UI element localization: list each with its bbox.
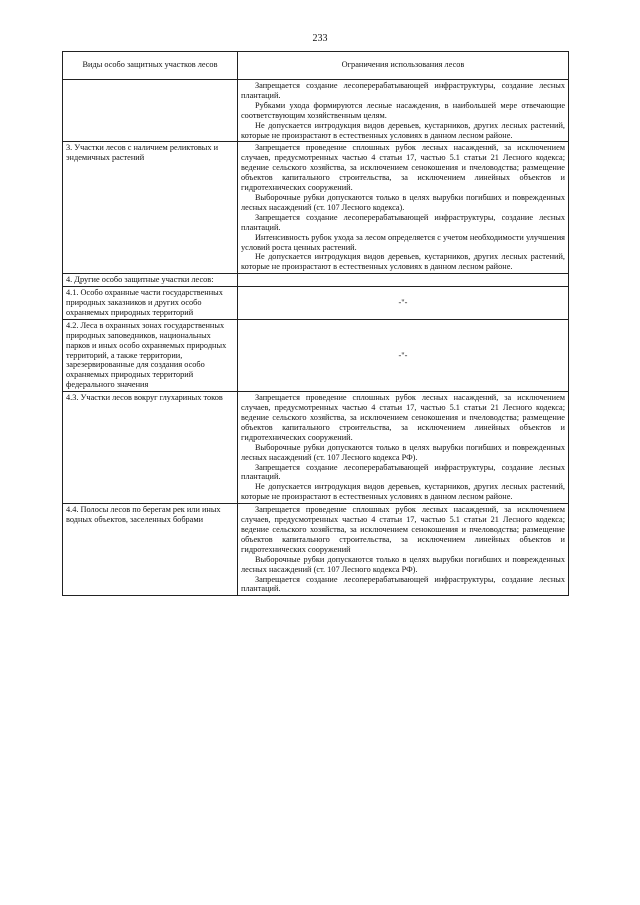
ditto-cell: -"- [238, 287, 569, 320]
ditto-cell: -"- [238, 319, 569, 391]
category-cell: 4.2. Леса в охранных зонах государственных природных заповедников, национальных парков и иных особо охраняемых природных территорий, а также территории, зарезервированные для создания особо охраняемых природных территорий федерального значения [63, 319, 238, 391]
category-cell [63, 80, 238, 142]
restrictions-cell [238, 80, 569, 142]
restrictions-cell [238, 392, 569, 504]
restriction-paragraph: Запрещается создание лесоперерабатывающей инфраструктуры, создание лесных плантаций. [241, 462, 565, 482]
restriction-paragraph: Не допускается интродукция видов деревьев, кустарников, других лесных растений, которые не произрастают в естественных условиях в данном лесном районе. [241, 120, 565, 140]
restrictions-table [62, 51, 569, 596]
header-restrictions: Ограничения использования лесов [238, 52, 569, 80]
table-row [63, 80, 569, 142]
table-row [63, 142, 569, 274]
table-header-row [63, 52, 569, 80]
table-row [63, 274, 569, 287]
restrictions-cell [238, 142, 569, 274]
restriction-paragraph: Запрещается создание лесоперерабатывающей инфраструктуры, создание лесных плантаций. [241, 574, 565, 594]
restriction-paragraph: Выборочные рубки допускаются только в целях вырубки погибших и поврежденных лесных насаждений (ст. 107 Лесного кодекса РФ). [241, 442, 565, 462]
table-row [63, 504, 569, 596]
restrictions-cell [238, 274, 569, 287]
restriction-paragraph: Запрещается создание лесоперерабатывающей инфраструктуры, создание лесных плантаций. [241, 212, 565, 232]
table-row [63, 287, 569, 320]
restriction-paragraph: Рубками ухода формируются лесные насаждения, в наибольшей мере отвечающие соответствующим хозяйственным целям. [241, 100, 565, 120]
restriction-paragraph: Не допускается интродукция видов деревьев, кустарников, других лесных растений, которые не произрастают в естественных условиях в данном лесном районе. [241, 482, 565, 502]
restriction-paragraph: Выборочные рубки допускаются только в целях вырубки погибших и поврежденных лесных насаждений (ст. 107 Лесного кодекса). [241, 192, 565, 212]
restriction-paragraph: Запрещается проведение сплошных рубок лесных насаждений, за исключением случаев, предусмотренных частью 4 статьи 17, частью 5.1 статьи 21 Лесного кодекса; ведение сельского хозяйства, за исключением сенокошения и пчеловодства; размещение объектов капитального строительства, за исключением линейных объектов и гидротехнических сооружений [241, 505, 565, 554]
table-row [63, 392, 569, 504]
category-cell: 4.4. Полосы лесов по берегам рек или иных водных объектов, заселенных бобрами [63, 504, 238, 596]
restriction-paragraph: Интенсивность рубок ухода за лесом определяется с учетом необходимости улучшения условий роста ценных растений. [241, 232, 565, 252]
table-row [63, 319, 569, 391]
restriction-paragraph: Не допускается интродукция видов деревьев, кустарников, других лесных растений, которые не произрастают в естественных условиях в данном лесном районе. [241, 252, 565, 272]
header-category: Виды особо защитных участков лесов [63, 52, 238, 80]
category-cell: 4. Другие особо защитные участки лесов: [63, 274, 238, 287]
restriction-paragraph: Запрещается проведение сплошных рубок лесных насаждений, за исключением случаев, предусмотренных частью 4 статьи 17, частью 5.1 статьи 21 Лесного кодекса; ведение сельского хозяйства, за исключением сенокошения и пчеловодства; размещение объектов капитального строительства, за исключением линейных объектов и гидротехнических сооружений. [241, 143, 565, 193]
restriction-paragraph: Выборочные рубки допускаются только в целях вырубки погибших и поврежденных лесных насаждений (ст. 107 Лесного кодекса РФ). [241, 554, 565, 574]
category-cell: 3. Участки лесов с наличием реликтовых и эндемичных растений [63, 142, 238, 274]
category-cell: 4.3. Участки лесов вокруг глухариных токов [63, 392, 238, 504]
restriction-paragraph: Запрещается создание лесоперерабатывающей инфраструктуры, создание лесных плантаций. [241, 81, 565, 100]
restriction-paragraph: Запрещается проведение сплошных рубок лесных насаждений, за исключением случаев, предусмотренных частью 4 статьи 17, частью 5.1 статьи 21 Лесного кодекса; ведение сельского хозяйства, за исключением сенокошения и пчеловодства; размещение объектов капитального строительства, за исключением линейных объектов и гидротехнических сооружений. [241, 393, 565, 442]
restrictions-cell [238, 504, 569, 596]
category-cell: 4.1. Особо охранные части государственных природных заказников и других особо охраняемых природных территорий [63, 287, 238, 320]
page-number: 233 [312, 33, 328, 44]
